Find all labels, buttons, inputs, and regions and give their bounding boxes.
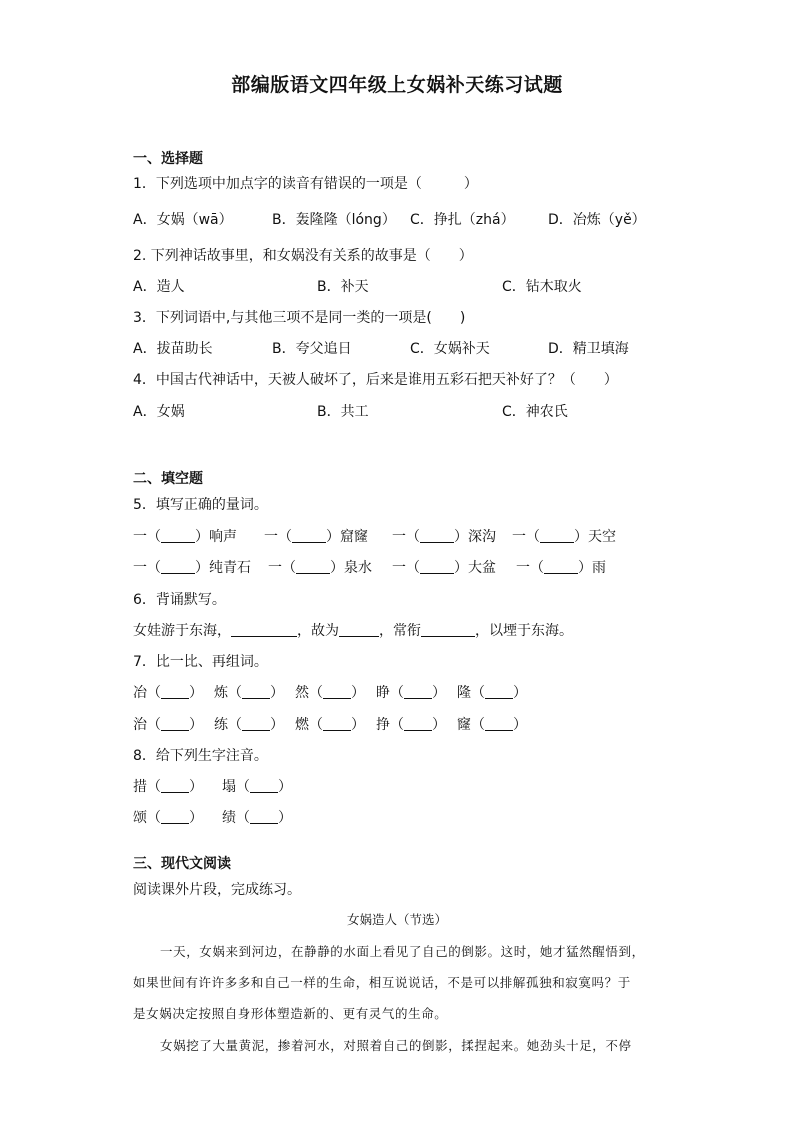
question-6-stem: 6．背诵默写。 [133, 592, 226, 608]
page-title: 部编版语文四年级上女娲补天练习试题 [231, 74, 563, 96]
answer-blank[interactable] [323, 684, 351, 699]
answer-blank[interactable] [339, 622, 379, 637]
pinyin-item: 措（ ） [133, 779, 203, 795]
question-1-option-d: D．冶炼（yě） [548, 212, 646, 228]
answer-blank[interactable] [161, 559, 195, 574]
quantifier-blank: 一（ ）天空 [512, 529, 616, 545]
compare-char-item: 治（ ） [133, 717, 203, 733]
compare-char-item: 炼（ ） [214, 685, 284, 701]
answer-blank[interactable] [296, 559, 330, 574]
quantifier-blank: 一（ ）泉水 [268, 560, 372, 576]
section-heading-choice: 一、选择题 [133, 151, 203, 167]
answer-blank[interactable] [404, 716, 432, 731]
question-4-option-a: A．女娲 [133, 404, 185, 420]
passage-line: 是女娲决定按照自身形体塑造新的、更有灵气的生命。 [133, 1006, 448, 1021]
answer-blank[interactable] [250, 778, 278, 793]
compare-char-item: 窿（ ） [457, 717, 527, 733]
question-2-stem: 2. 下列神话故事里，和女娲没有关系的故事是（ ） [133, 248, 473, 264]
answer-blank[interactable] [485, 684, 513, 699]
passage-line: 女娲挖了大量黄泥，掺着河水，对照着自己的倒影，揉捏起来。她劲头十足，不停 [160, 1038, 632, 1053]
answer-blank[interactable] [323, 716, 351, 731]
quantifier-blank: 一（ ）窟窿 [264, 529, 368, 545]
question-7-stem: 7．比一比、再组词。 [133, 654, 268, 670]
answer-blank[interactable] [292, 528, 326, 543]
question-3-option-d: D．精卫填海 [548, 341, 629, 357]
quantifier-blank: 一（ ）响声 [133, 529, 237, 545]
question-1-stem: 1．下列选项中加点字的读音有错误的一项是（ ） [133, 176, 478, 192]
answer-blank[interactable] [161, 528, 195, 543]
section-heading-reading: 三、现代文阅读 [133, 856, 231, 872]
compare-char-item: 挣（ ） [376, 717, 446, 733]
quantifier-blank: 一（ ）纯青石 [133, 560, 251, 576]
compare-char-item: 睁（ ） [376, 685, 446, 701]
question-1-option-b: B．轰隆隆（lóng） [272, 212, 396, 228]
question-2-option-c: C．钻木取火 [502, 279, 582, 295]
recitation-line: 女娃游于东海， ，故为 ，常衔 ，以堙于东海。 [133, 623, 573, 639]
answer-blank[interactable] [250, 809, 278, 824]
question-2-option-a: A．造人 [133, 279, 185, 295]
compare-char-item: 燃（ ） [295, 717, 365, 733]
answer-blank[interactable] [161, 778, 189, 793]
passage-line: 一天，女娲来到河边，在静静的水面上看见了自己的倒影。这时，她才猛然醒悟到， [160, 944, 645, 959]
quantifier-blank: 一（ ）大盆 [392, 560, 496, 576]
answer-blank[interactable] [420, 528, 454, 543]
question-3-stem: 3．下列词语中,与其他三项不是同一类的一项是( ) [133, 310, 466, 326]
answer-blank[interactable] [421, 622, 475, 637]
answer-blank[interactable] [544, 559, 578, 574]
quantifier-blank: 一（ ）雨 [516, 560, 606, 576]
answer-blank[interactable] [161, 716, 189, 731]
question-4-option-b: B．共工 [317, 404, 369, 420]
reading-instruction: 阅读课外片段，完成练习。 [133, 882, 301, 898]
quantifier-blank: 一（ ）深沟 [392, 529, 496, 545]
question-3-option-a: A．拔苗助长 [133, 341, 213, 357]
answer-blank[interactable] [404, 684, 432, 699]
question-3-option-c: C．女娲补天 [410, 341, 490, 357]
answer-blank[interactable] [161, 684, 189, 699]
passage-line: 如果世间有许许多多和自己一样的生命，相互说说话，不是可以排解孤独和寂寞吗？于 [133, 975, 631, 990]
answer-blank[interactable] [242, 716, 270, 731]
answer-blank[interactable] [231, 622, 297, 637]
question-1-option-a: A．女娲（wā） [133, 212, 233, 228]
compare-char-item: 练（ ） [214, 717, 284, 733]
section-heading-fill: 二、填空题 [133, 471, 203, 487]
question-4-option-c: C．神农氏 [502, 404, 568, 420]
passage-title: 女娲造人（节选） [346, 912, 447, 927]
answer-blank[interactable] [161, 809, 189, 824]
question-1-option-c: C．挣扎（zhá） [410, 212, 515, 228]
question-3-option-b: B．夸父追日 [272, 341, 352, 357]
question-5-stem: 5．填写正确的量词。 [133, 497, 268, 513]
answer-blank[interactable] [540, 528, 574, 543]
answer-blank[interactable] [485, 716, 513, 731]
compare-char-item: 隆（ ） [457, 685, 527, 701]
compare-char-item: 冶（ ） [133, 685, 203, 701]
pinyin-item: 绩（ ） [222, 810, 292, 826]
answer-blank[interactable] [242, 684, 270, 699]
pinyin-item: 塌（ ） [222, 779, 292, 795]
question-4-stem: 4．中国古代神话中，天被人破坏了，后来是谁用五彩石把天补好了？（ ） [133, 372, 618, 388]
pinyin-item: 颂（ ） [133, 810, 203, 826]
question-2-option-b: B．补天 [317, 279, 369, 295]
question-8-stem: 8．给下列生字注音。 [133, 748, 268, 764]
answer-blank[interactable] [420, 559, 454, 574]
compare-char-item: 然（ ） [295, 685, 365, 701]
